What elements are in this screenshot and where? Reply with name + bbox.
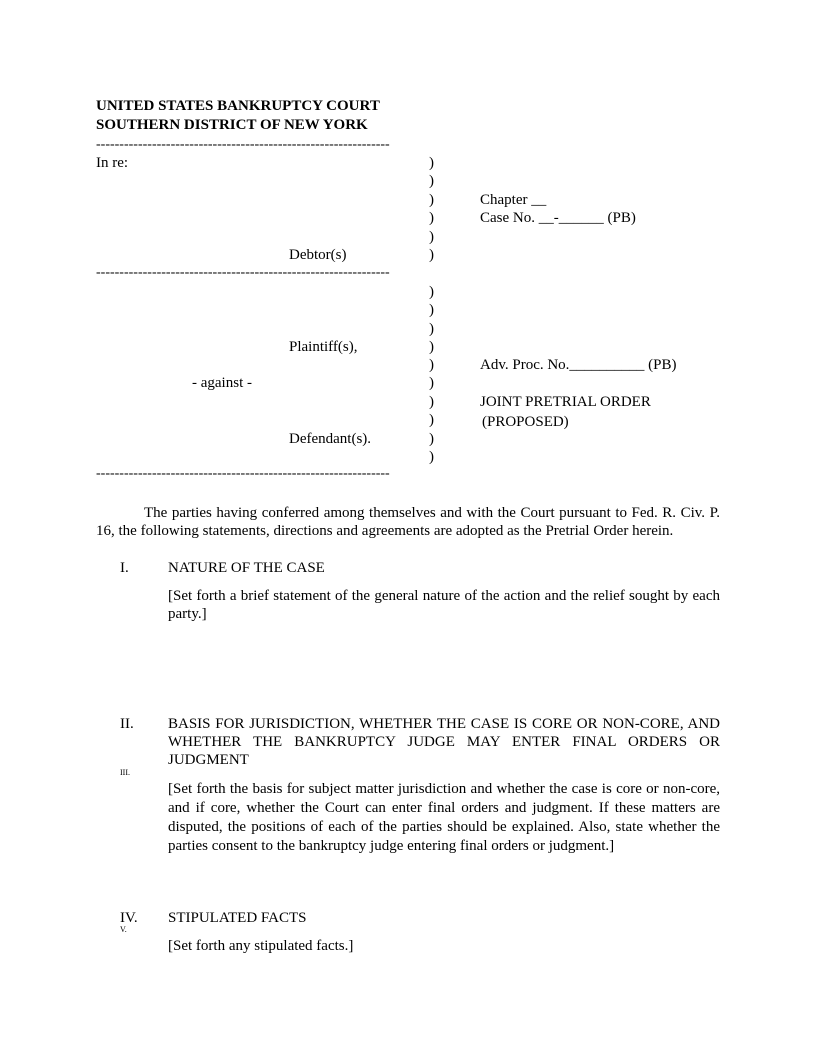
adversary-proceeding-field: Adv. Proc. No.__________ (PB) xyxy=(480,357,677,373)
case-number-field: Case No. __-______ (PB) xyxy=(480,210,636,226)
caption-paren: ) xyxy=(429,229,434,245)
caption-paren: ) xyxy=(429,431,434,447)
caption-paren: ) xyxy=(429,192,434,208)
section-number: I. xyxy=(120,560,129,576)
caption-paren: ) xyxy=(429,375,434,391)
caption-paren: ) xyxy=(429,210,434,226)
separator-bottom: --------------------------------------------------------------- xyxy=(96,466,390,481)
section-body: [Set forth a brief statement of the general nature of the action and the relief sought by each party.] xyxy=(168,588,720,622)
in-re-label: In re: xyxy=(96,155,129,171)
section-heading: BASIS FOR JURISDICTION, WHETHER THE CASE IS CORE OR NON-CORE, AND WHETHER THE BANKRUPTCY JUDGE MAY ENTER FINAL ORDERS OR JUDGMENT xyxy=(168,716,720,768)
court-district: SOUTHERN DISTRICT OF NEW YORK xyxy=(96,117,368,133)
court-name: UNITED STATES BANKRUPTCY COURT xyxy=(96,98,380,114)
caption-paren: ) xyxy=(429,247,434,263)
document-subtitle: (PROPOSED) xyxy=(482,414,569,430)
caption-paren: ) xyxy=(429,449,434,465)
caption-paren: ) xyxy=(429,284,434,300)
debtor-label: Debtor(s) xyxy=(289,247,347,263)
caption-paren: ) xyxy=(429,173,434,189)
section-number: IV. xyxy=(120,910,138,926)
caption-paren: ) xyxy=(429,321,434,337)
caption-paren: ) xyxy=(429,155,434,171)
caption-paren: ) xyxy=(429,339,434,355)
chapter-field: Chapter __ xyxy=(480,192,547,208)
against-label: - against - xyxy=(192,375,252,391)
document-title: JOINT PRETRIAL ORDER xyxy=(480,394,651,410)
section-heading: NATURE OF THE CASE xyxy=(168,560,325,576)
section-body: [Set forth the basis for subject matter jurisdiction and whether the case is core or non-core, and if core, whether the Court can enter final orders and judgment. If these matters are disputed, the positions of each of the parties should be explained. Also, state whether the parties consent to the bankruptcy judge entering final orders or judgment.] xyxy=(168,781,720,854)
section-small-number: V. xyxy=(120,925,127,934)
caption-paren: ) xyxy=(429,394,434,410)
caption-paren: ) xyxy=(429,412,434,428)
caption-paren: ) xyxy=(429,302,434,318)
section-heading: STIPULATED FACTS xyxy=(168,910,307,926)
intro-paragraph: The parties having conferred among themselves and with the Court pursuant to Fed. R. Civ. P. 16, the following statements, directions and agreements are adopted as the Pretrial Order herein. xyxy=(96,505,720,539)
plaintiff-label: Plaintiff(s), xyxy=(289,339,358,355)
section-number: II. xyxy=(120,716,134,732)
section-small-number: III. xyxy=(120,768,130,777)
separator-middle: --------------------------------------------------------------- xyxy=(96,265,390,280)
separator-top: --------------------------------------------------------------- xyxy=(96,137,390,152)
caption-paren: ) xyxy=(429,357,434,373)
section-body: [Set forth any stipulated facts.] xyxy=(168,938,354,954)
defendant-label: Defendant(s). xyxy=(289,431,372,447)
